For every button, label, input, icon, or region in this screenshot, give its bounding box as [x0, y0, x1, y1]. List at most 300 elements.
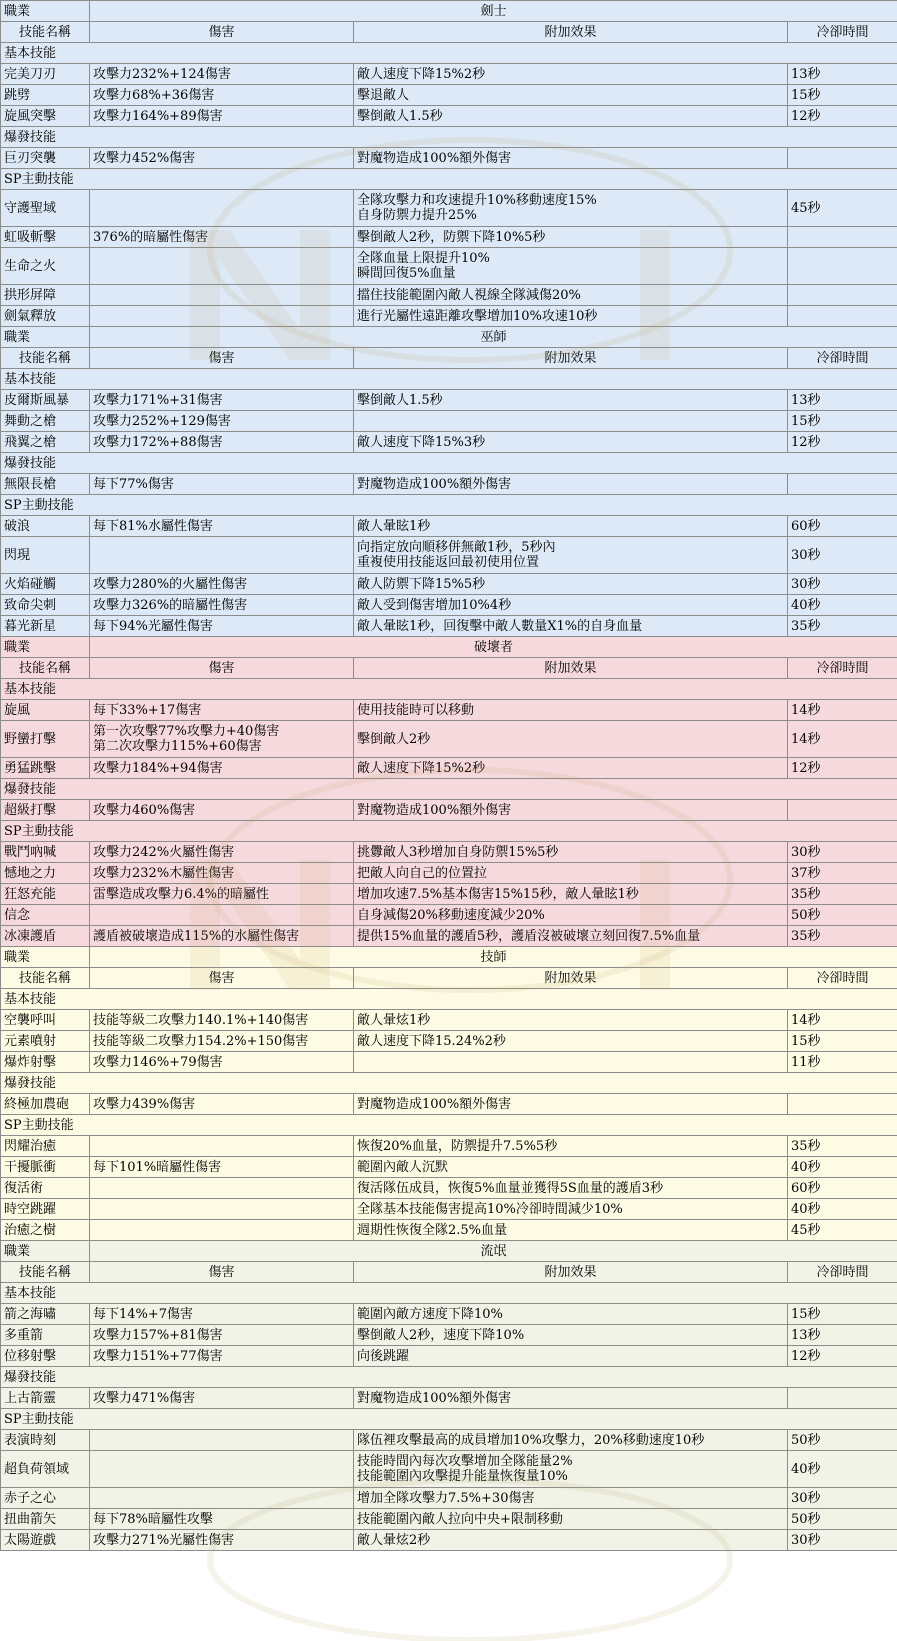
skill-effect-cell — [354, 1509, 788, 1530]
skill-cooldown-cell — [788, 1509, 897, 1530]
skill-effect-line: 恢復20%血量，防禦提升7.5%5秒 — [357, 1138, 558, 1154]
job-label: 職業 — [4, 949, 31, 965]
skill-effect-cell — [354, 306, 788, 327]
skill-name: 憾地之力 — [4, 865, 57, 881]
job-label-cell — [1, 637, 90, 658]
skill-row — [1, 190, 897, 227]
skill-name-cell — [1, 1325, 90, 1346]
skill-damage-cell — [90, 700, 354, 721]
group-header-row — [1, 43, 897, 64]
group-title-cell — [1, 127, 897, 148]
skill-damage-line: 攻擊力460%傷害 — [93, 802, 196, 818]
group-title-cell — [1, 679, 897, 700]
skill-effect-line: 把敵人向自己的位置拉 — [357, 865, 488, 881]
skill-damage-cell — [90, 85, 354, 106]
skill-name-cell — [1, 1094, 90, 1115]
col-damage-cell — [90, 1262, 354, 1283]
skill-name: 拱形屏障 — [4, 287, 57, 303]
skill-name-cell — [1, 905, 90, 926]
skill-effect-cell — [354, 1157, 788, 1178]
skill-damage-cell — [90, 905, 354, 926]
skill-damage-line: 攻擊力280%的火屬性傷害 — [93, 576, 248, 592]
skill-effect-cell — [354, 842, 788, 863]
skill-cooldown: 35秒 — [791, 928, 821, 944]
skill-effect-cell — [354, 884, 788, 905]
group-title: 基本技能 — [4, 681, 57, 697]
skill-cooldown-cell — [788, 700, 897, 721]
skill-cooldown: 40秒 — [791, 1461, 821, 1477]
skill-cooldown-cell — [788, 1220, 897, 1241]
group-header-row — [1, 127, 897, 148]
skill-effect-line: 復活隊伍成員，恢復5%血量並獲得5S血量的護盾3秒 — [357, 1180, 664, 1196]
col-damage: 傷害 — [208, 24, 235, 40]
skill-row — [1, 1430, 897, 1451]
skill-cooldown: 30秒 — [791, 576, 821, 592]
skill-effect-line: 挑釁敵人3秒增加自身防禦15%5秒 — [357, 844, 559, 860]
group-header-row — [1, 679, 897, 700]
skill-effect-cell — [354, 574, 788, 595]
skill-row — [1, 884, 897, 905]
job-header-row — [1, 327, 897, 348]
skill-effect-cell — [354, 285, 788, 306]
skill-damage-cell — [90, 595, 354, 616]
skill-row — [1, 1346, 897, 1367]
skill-damage-line: 技能等級二攻擊力154.2%+150傷害 — [93, 1033, 309, 1049]
group-header-row — [1, 495, 897, 516]
skill-name: 劍氣釋放 — [4, 308, 57, 324]
skill-effect-line: 敵人速度下降15.24%2秒 — [357, 1033, 506, 1049]
col-cooldown: 冷卻時間 — [816, 660, 869, 676]
skill-effect-line: 技能範圍內攻擊提升能量恢復量10% — [357, 1469, 568, 1484]
skill-damage-line: 攻擊力157%+81傷害 — [93, 1327, 223, 1343]
skill-cooldown-cell — [788, 1488, 897, 1509]
skill-effect-cell — [354, 432, 788, 453]
skill-name-cell — [1, 190, 90, 227]
skill-row — [1, 721, 897, 758]
skill-cooldown-cell — [788, 1388, 897, 1409]
skill-effect-cell — [354, 227, 788, 248]
group-title-cell — [1, 495, 897, 516]
skill-effect-line: 對魔物造成100%額外傷害 — [357, 802, 512, 818]
skill-effect-line: 敵人暈眩1秒，回復擊中敵人數量X1%的自身血量 — [357, 618, 643, 634]
skill-name: 終極加農砲 — [4, 1096, 70, 1112]
col-skill-name-cell — [1, 22, 90, 43]
skill-row — [1, 1136, 897, 1157]
skill-name: 巨刃突襲 — [4, 150, 57, 166]
skill-effect-line: 增加全隊攻擊力7.5%+30傷害 — [357, 1490, 535, 1506]
skill-name-cell — [1, 1346, 90, 1367]
skill-damage-cell — [90, 390, 354, 411]
group-header-row — [1, 1367, 897, 1388]
skill-row — [1, 1451, 897, 1488]
skill-cooldown: 12秒 — [791, 760, 821, 776]
skill-name-cell — [1, 1010, 90, 1031]
group-title: SP主動技能 — [4, 1117, 74, 1133]
skill-cooldown-cell — [788, 800, 897, 821]
skill-effect-line: 範圍內敵方速度下降10% — [357, 1306, 503, 1322]
skill-name: 戰鬥吶喊 — [4, 844, 57, 860]
skill-effect-cell — [354, 148, 788, 169]
skill-effect-cell — [354, 1388, 788, 1409]
skill-row — [1, 537, 897, 574]
skill-name: 空襲呼叫 — [4, 1012, 57, 1028]
skill-row — [1, 1220, 897, 1241]
skill-cooldown: 50秒 — [791, 1432, 821, 1448]
skill-name-cell — [1, 1388, 90, 1409]
col-effect: 附加效果 — [544, 24, 597, 40]
group-header-row — [1, 453, 897, 474]
col-damage: 傷害 — [208, 660, 235, 676]
skill-name: 飛翼之槍 — [4, 434, 57, 450]
skill-row — [1, 1530, 897, 1551]
col-cooldown-cell — [788, 658, 897, 679]
skill-cooldown-cell — [788, 574, 897, 595]
skill-name-cell — [1, 1157, 90, 1178]
job-label-cell — [1, 947, 90, 968]
skill-name: 干擾脈衝 — [4, 1159, 57, 1175]
skill-row — [1, 1052, 897, 1073]
skill-name: 時空跳躍 — [4, 1201, 57, 1217]
skill-damage-cell — [90, 1010, 354, 1031]
skill-row — [1, 85, 897, 106]
skill-effect-line: 自身減傷20%移動速度減少20% — [357, 907, 545, 923]
skill-cooldown-cell — [788, 1094, 897, 1115]
skill-name-cell — [1, 1488, 90, 1509]
skill-row — [1, 574, 897, 595]
skill-effect-cell — [354, 85, 788, 106]
job-label-cell — [1, 327, 90, 348]
job-header-row — [1, 637, 897, 658]
skill-cooldown: 30秒 — [791, 844, 821, 860]
skill-damage-cell — [90, 1052, 354, 1073]
skill-cooldown: 14秒 — [791, 1012, 821, 1028]
skill-damage-line: 攻擊力439%傷害 — [93, 1096, 196, 1112]
skill-effect-cell — [354, 905, 788, 926]
skill-effect-line: 對魔物造成100%額外傷害 — [357, 1096, 512, 1112]
skill-name-cell — [1, 926, 90, 947]
skill-damage-cell — [90, 884, 354, 905]
skill-effect-cell — [354, 516, 788, 537]
skill-name-cell — [1, 85, 90, 106]
skill-cooldown: 13秒 — [791, 66, 821, 82]
skill-row — [1, 248, 897, 285]
skill-effect-line: 擊倒敵人1.5秒 — [357, 392, 443, 408]
skill-name-cell — [1, 1530, 90, 1551]
skill-cooldown-cell — [788, 1451, 897, 1488]
skill-name: 多重箭 — [4, 1327, 44, 1343]
skill-effect-cell — [354, 1430, 788, 1451]
skill-name: 狂怒充能 — [4, 886, 57, 902]
column-header-row — [1, 658, 897, 679]
job-name-cell — [90, 947, 897, 968]
skill-cooldown-cell — [788, 106, 897, 127]
skill-effect-line: 自身防禦力提升25% — [357, 208, 477, 223]
skill-name-cell — [1, 516, 90, 537]
skill-row — [1, 1509, 897, 1530]
skill-effect-line: 敵人速度下降15%2秒 — [357, 760, 486, 776]
skill-cooldown: 35秒 — [791, 886, 821, 902]
skill-damage-line: 攻擊力271%光屬性傷害 — [93, 1532, 235, 1548]
skill-damage-cell — [90, 190, 354, 227]
skill-name-cell — [1, 148, 90, 169]
skill-cooldown-cell — [788, 227, 897, 248]
skill-name-cell — [1, 863, 90, 884]
skill-damage-line: 每下101%暗屬性傷害 — [93, 1159, 222, 1175]
skill-cooldown-cell — [788, 148, 897, 169]
job-name: 巫師 — [480, 329, 507, 345]
skill-cooldown: 15秒 — [791, 413, 821, 429]
skill-name-cell — [1, 1136, 90, 1157]
skill-effect-line: 對魔物造成100%額外傷害 — [357, 150, 512, 166]
skill-name: 守護聖域 — [4, 200, 57, 216]
skill-damage-line: 技能等級二攻擊力140.1%+140傷害 — [93, 1012, 309, 1028]
skill-name: 太陽遊戲 — [4, 1532, 57, 1548]
skill-row — [1, 1010, 897, 1031]
skill-effect-line: 擊倒敵人2秒，防禦下降10%5秒 — [357, 229, 546, 245]
group-title: SP主動技能 — [4, 1411, 74, 1427]
skill-name: 暮光新星 — [4, 618, 57, 634]
skill-damage-line: 護盾被破壞造成115%的水屬性傷害 — [93, 928, 300, 944]
skill-cooldown-cell — [788, 842, 897, 863]
skill-name-cell — [1, 721, 90, 758]
skill-damage-cell — [90, 248, 354, 285]
skill-damage-cell — [90, 1157, 354, 1178]
job-header-row — [1, 947, 897, 968]
skill-cooldown-cell — [788, 390, 897, 411]
skill-damage-line: 第一次攻擊77%攻擊力+40傷害 — [93, 724, 280, 739]
skill-damage-cell — [90, 285, 354, 306]
skill-name: 表演時刻 — [4, 1432, 57, 1448]
skill-cooldown-cell — [788, 537, 897, 574]
group-title: 基本技能 — [4, 1285, 57, 1301]
skill-effect-line: 擊倒敵人2秒，速度下降10% — [357, 1327, 525, 1343]
skill-damage-cell — [90, 64, 354, 85]
skill-name: 皮爾斯風暴 — [4, 392, 70, 408]
skill-effect-cell — [354, 1451, 788, 1488]
skill-cooldown-cell — [788, 1530, 897, 1551]
skill-effect-line: 週期性恢復全隊2.5%血量 — [357, 1222, 508, 1238]
skill-cooldown: 13秒 — [791, 1327, 821, 1343]
job-label: 職業 — [4, 329, 31, 345]
skill-damage-cell — [90, 926, 354, 947]
skill-cooldown: 40秒 — [791, 1159, 821, 1175]
skill-cooldown: 13秒 — [791, 392, 821, 408]
skill-name-cell — [1, 1220, 90, 1241]
job-label-cell — [1, 1241, 90, 1262]
skill-damage-cell — [90, 1451, 354, 1488]
group-title-cell — [1, 1115, 897, 1136]
skill-effect-line: 增加攻速7.5%基本傷害15%15秒，敵人暈眩1秒 — [357, 886, 639, 902]
skill-damage-line: 攻擊力452%傷害 — [93, 150, 196, 166]
skill-name: 生命之火 — [4, 258, 57, 274]
skill-damage-line: 攻擊力326%的暗屬性傷害 — [93, 597, 248, 613]
skill-damage-cell — [90, 1220, 354, 1241]
skill-effect-line: 向指定放向順移併無敵1秒，5秒內 — [357, 540, 556, 555]
skill-damage-line: 第二次攻擊力115%+60傷害 — [93, 739, 262, 754]
skill-effect-line: 敵人暈炫1秒 — [357, 1012, 431, 1028]
skill-cooldown-cell — [788, 1157, 897, 1178]
job-name: 流氓 — [480, 1243, 507, 1259]
skill-row — [1, 905, 897, 926]
col-skill-name-cell — [1, 348, 90, 369]
skill-damage-line: 攻擊力164%+89傷害 — [93, 108, 223, 124]
skill-effect-line: 使用技能時可以移動 — [357, 702, 475, 718]
skill-cooldown: 15秒 — [791, 87, 821, 103]
skill-effect-cell — [354, 1178, 788, 1199]
skill-cooldown-cell — [788, 474, 897, 495]
skill-cooldown-cell — [788, 306, 897, 327]
skill-effect-line: 向後跳躍 — [357, 1348, 410, 1364]
skill-row — [1, 1094, 897, 1115]
job-name-cell — [90, 1, 897, 22]
group-title: SP主動技能 — [4, 823, 74, 839]
skill-name: 赤子之心 — [4, 1490, 57, 1506]
skill-name-cell — [1, 1430, 90, 1451]
column-header-row — [1, 1262, 897, 1283]
skill-row — [1, 148, 897, 169]
skill-damage-cell — [90, 148, 354, 169]
skill-cooldown: 11秒 — [791, 1054, 821, 1070]
col-cooldown-cell — [788, 348, 897, 369]
skill-name-cell — [1, 1509, 90, 1530]
skill-damage-line: 攻擊力242%火屬性傷害 — [93, 844, 235, 860]
skill-row — [1, 432, 897, 453]
skill-cooldown: 15秒 — [791, 1033, 821, 1049]
job-label: 職業 — [4, 639, 31, 655]
skill-name: 超級打擊 — [4, 802, 57, 818]
skill-damage-cell — [90, 758, 354, 779]
skill-damage-line: 每下81%水屬性傷害 — [93, 518, 213, 534]
group-title: 爆發技能 — [4, 781, 57, 797]
skill-name-cell — [1, 1052, 90, 1073]
skill-effect-cell — [354, 595, 788, 616]
skill-effect-cell — [354, 1304, 788, 1325]
skill-row — [1, 474, 897, 495]
skill-effect-cell — [354, 758, 788, 779]
skill-damage-cell — [90, 574, 354, 595]
skill-damage-cell — [90, 1346, 354, 1367]
job-label-cell — [1, 1, 90, 22]
skill-effect-cell — [354, 248, 788, 285]
skill-damage-line: 雷擊造成攻擊力6.4%的暗屬性 — [93, 886, 270, 902]
skill-name-cell — [1, 432, 90, 453]
skill-cooldown: 12秒 — [791, 1348, 821, 1364]
skill-cooldown-cell — [788, 64, 897, 85]
skill-cooldown: 45秒 — [791, 1222, 821, 1238]
skill-effect-cell — [354, 190, 788, 227]
skill-row — [1, 1325, 897, 1346]
skill-name: 治癒之樹 — [4, 1222, 57, 1238]
skill-name-cell — [1, 411, 90, 432]
col-cooldown-cell — [788, 22, 897, 43]
skill-damage-line: 每下78%暗屬性攻擊 — [93, 1511, 213, 1527]
col-cooldown: 冷卻時間 — [816, 350, 869, 366]
skill-name: 閃現 — [4, 547, 31, 563]
skill-damage-line: 攻擊力171%+31傷害 — [93, 392, 223, 408]
skill-damage-cell — [90, 516, 354, 537]
skill-damage-cell — [90, 1178, 354, 1199]
skill-cooldown-cell — [788, 411, 897, 432]
skill-effect-cell — [354, 390, 788, 411]
skill-row — [1, 800, 897, 821]
skill-damage-cell — [90, 106, 354, 127]
group-title-cell — [1, 1367, 897, 1388]
skill-row — [1, 1031, 897, 1052]
skill-cooldown-cell — [788, 285, 897, 306]
skill-row — [1, 516, 897, 537]
skill-row — [1, 1488, 897, 1509]
job-name-cell — [90, 637, 897, 658]
skill-name-cell — [1, 842, 90, 863]
skill-row — [1, 106, 897, 127]
skill-cooldown-cell — [788, 1199, 897, 1220]
col-damage: 傷害 — [208, 350, 235, 366]
skill-effect-line: 擊倒敵人2秒 — [357, 731, 431, 747]
skill-damage-line: 攻擊力471%傷害 — [93, 1390, 196, 1406]
skill-cooldown-cell — [788, 721, 897, 758]
job-name-cell — [90, 327, 897, 348]
skill-damage-cell — [90, 306, 354, 327]
skill-name: 爆炸射擊 — [4, 1054, 57, 1070]
skill-effect-cell — [354, 1488, 788, 1509]
skill-effect-line: 敵人速度下降15%2秒 — [357, 66, 486, 82]
group-header-row — [1, 1115, 897, 1136]
group-header-row — [1, 821, 897, 842]
group-title-cell — [1, 453, 897, 474]
skill-name-cell — [1, 227, 90, 248]
skill-cooldown-cell — [788, 1430, 897, 1451]
skill-cooldown-cell — [788, 1178, 897, 1199]
skill-row — [1, 1178, 897, 1199]
skill-cooldown-cell — [788, 863, 897, 884]
skill-damage-cell — [90, 411, 354, 432]
skill-effect-line: 範圍內敵人沉默 — [357, 1159, 449, 1175]
skill-damage-line: 攻擊力68%+36傷害 — [93, 87, 215, 103]
col-skill-name-cell — [1, 658, 90, 679]
skill-name: 元素噴射 — [4, 1033, 57, 1049]
skill-cooldown-cell — [788, 248, 897, 285]
skill-effect-cell — [354, 1325, 788, 1346]
skill-effect-cell — [354, 1199, 788, 1220]
skill-name-cell — [1, 1178, 90, 1199]
skill-effect-cell — [354, 1031, 788, 1052]
skill-effect-cell — [354, 616, 788, 637]
skill-effect-line: 重複使用技能返回最初使用位置 — [357, 555, 540, 570]
skill-damage-line: 攻擊力146%+79傷害 — [93, 1054, 223, 1070]
skill-name-cell — [1, 64, 90, 85]
skill-name: 信念 — [4, 907, 31, 923]
skill-cooldown: 50秒 — [791, 1511, 821, 1527]
skill-effect-cell — [354, 1220, 788, 1241]
col-skill-name-cell — [1, 1262, 90, 1283]
skill-effect-cell — [354, 474, 788, 495]
skill-damage-line: 攻擊力232%+124傷害 — [93, 66, 231, 82]
skill-name: 超負荷領域 — [4, 1461, 70, 1477]
skill-damage-cell — [90, 1488, 354, 1509]
skill-effect-cell — [354, 863, 788, 884]
skill-row — [1, 390, 897, 411]
skill-damage-cell — [90, 1094, 354, 1115]
col-skill-name: 技能名稱 — [18, 24, 71, 40]
skill-row — [1, 758, 897, 779]
skill-cooldown: 60秒 — [791, 1180, 821, 1196]
skill-name: 無限長槍 — [4, 476, 57, 492]
skill-damage-cell — [90, 863, 354, 884]
skill-effect-cell — [354, 1052, 788, 1073]
group-title: 爆發技能 — [4, 455, 57, 471]
skill-name-cell — [1, 700, 90, 721]
skill-effect-line: 敵人暈炫2秒 — [357, 1532, 431, 1548]
